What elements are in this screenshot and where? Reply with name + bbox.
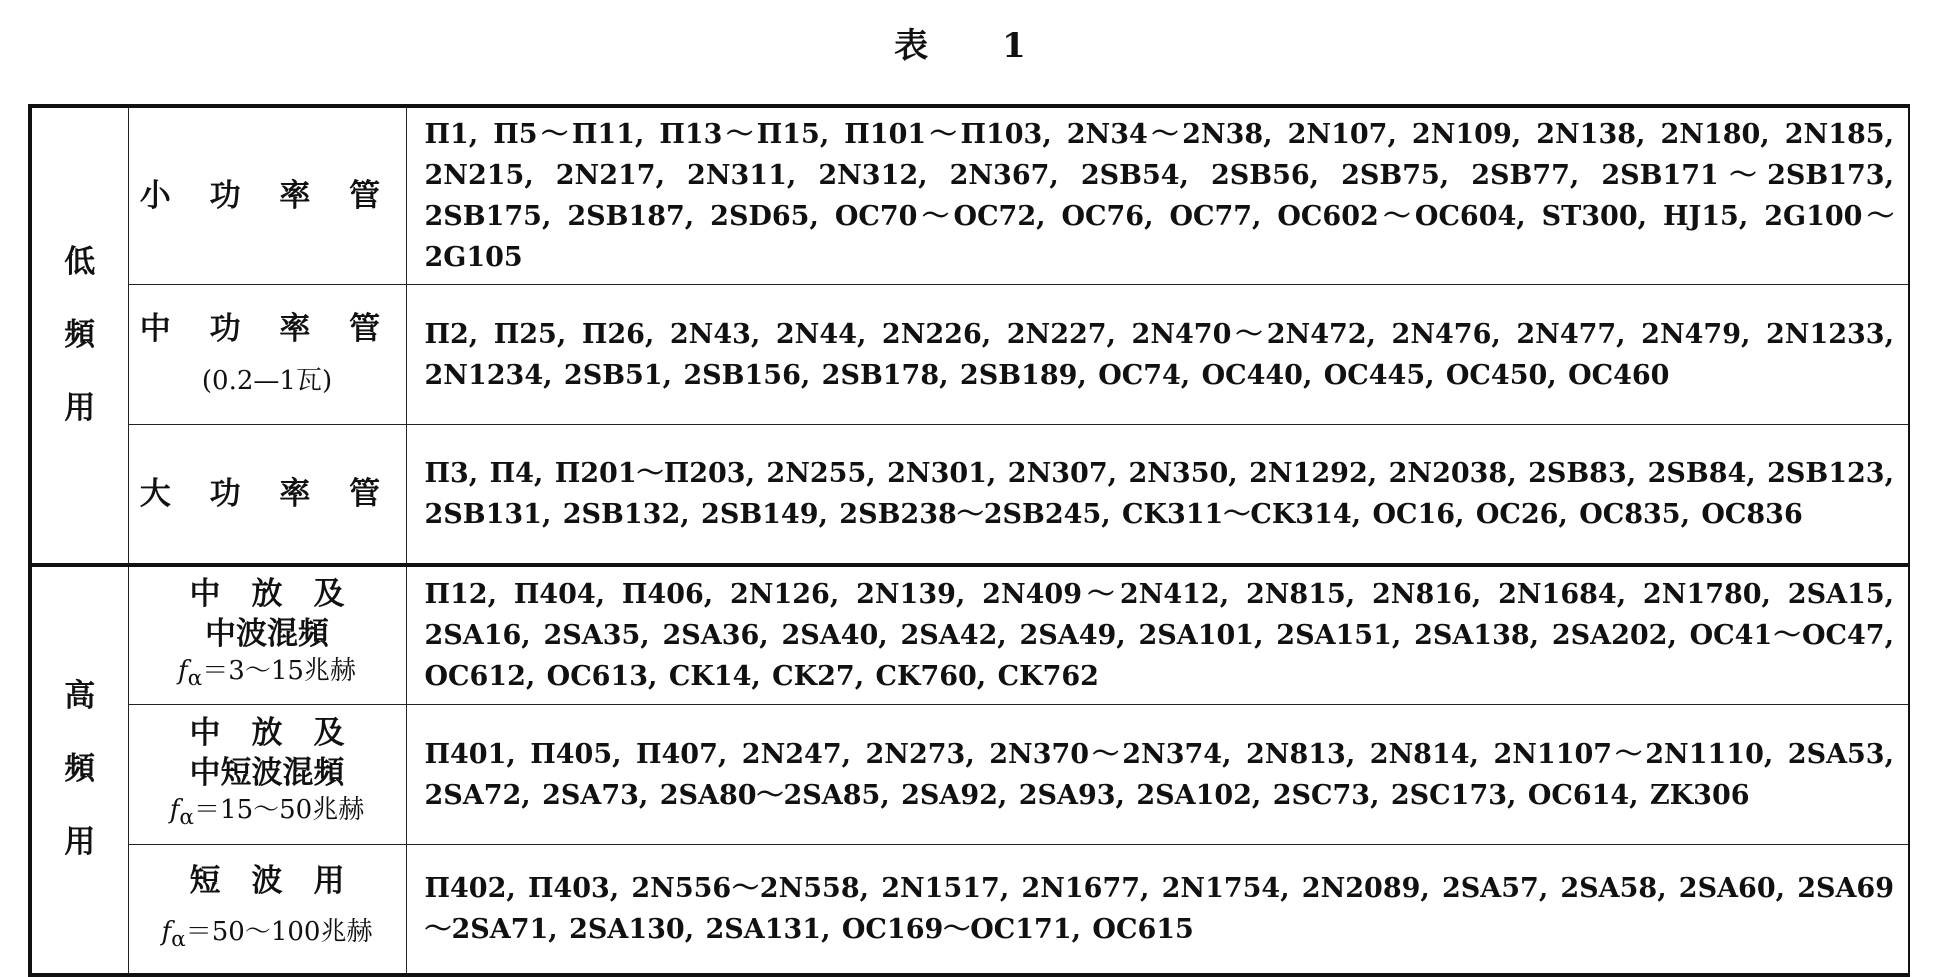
table-row (30, 565, 1909, 705)
transistor-classification-table (28, 104, 1910, 977)
category-label: 大 功 率 管 (139, 475, 395, 512)
category-label: 中 放 及 (189, 576, 345, 613)
group-label-high-frequency (30, 565, 128, 975)
model-list: П402, П403, 2N556～2N558, 2N1517, 2N1677, 2N1754, 2N2089, 2SA57, 2SA58, 2SA60, 2SA69～2SA71, 2SA130, 2SA131, OC169～OC171, OC615 (406, 845, 1909, 975)
category-label: 小 功 率 管 (139, 178, 395, 214)
table-row (30, 705, 1909, 845)
group-char: 低 (64, 244, 96, 281)
group-char: 頻 (64, 316, 96, 353)
category-high-power (128, 425, 406, 565)
group-char: 高 (64, 678, 96, 715)
model-list: П1, П5～П11, П13～П15, П101～П103, 2N34～2N38, 2N107, 2N109, 2N138, 2N180, 2N185, 2N215, 2N217, 2N311, 2N312, 2N367, 2SB54, 2SB56, 2SB75, 2SB77, 2SB171～2SB173, 2SB175, 2SB187, 2SD65, OC70～OC72, OC76, OC77, OC602～OC604, ST300, HJ15, 2G100～2G105 (406, 106, 1909, 285)
group-char: 用 (64, 389, 96, 426)
category-shortwave (128, 845, 406, 975)
category-label: 中短波混頻 (189, 755, 345, 792)
cutoff-frequency: $f_\alpha=3\sim 15$兆赫 (178, 656, 356, 692)
table-row (30, 845, 1909, 975)
cutoff-frequency: $f_\alpha=50\sim 100$兆赫 (161, 916, 373, 952)
category-label: 中波混頻 (205, 616, 329, 653)
category-medium-power (128, 285, 406, 425)
group-char: 頻 (64, 751, 96, 788)
model-list: П401, П405, П407, 2N247, 2N273, 2N370～2N374, 2N813, 2N814, 2N1107～2N1110, 2SA53, 2SA72, 2SA73, 2SA80～2SA85, 2SA92, 2SA93, 2SA102, 2SC73, 2SC173, OC614, ZK306 (406, 705, 1909, 845)
group-label-low-frequency (30, 106, 128, 565)
table-row (30, 106, 1909, 285)
table-row (30, 285, 1909, 425)
table-row (30, 425, 1909, 565)
category-label: 中 功 率 管 (139, 310, 395, 347)
category-label: 短 波 用 (189, 862, 345, 899)
model-list: П2, П25, П26, 2N43, 2N44, 2N226, 2N227, 2N470～2N472, 2N476, 2N477, 2N479, 2N1233, 2N1234, 2SB51, 2SB156, 2SB178, 2SB189, OC74, OC440, OC445, OC450, OC460 (406, 285, 1909, 425)
category-mw-mixer (128, 565, 406, 705)
cutoff-frequency: $f_\alpha=15\sim 50$兆赫 (169, 795, 365, 831)
category-sublabel: (0.2—1瓦) (201, 365, 333, 396)
category-sw-mixer (128, 705, 406, 845)
model-list: П12, П404, П406, 2N126, 2N139, 2N409～2N412, 2N815, 2N816, 2N1684, 2N1780, 2SA15, 2SA16, 2SA35, 2SA36, 2SA40, 2SA42, 2SA49, 2SA101, 2SA151, 2SA138, 2SA202, OC41～OC47, OC612, OC613, CK14, CK27, CK760, CK762 (406, 565, 1909, 705)
category-label: 中 放 及 (189, 715, 345, 752)
model-list: П3, П4, П201～П203, 2N255, 2N301, 2N307, 2N350, 2N1292, 2N2038, 2SB83, 2SB84, 2SB123, 2SB131, 2SB132, 2SB149, 2SB238～2SB245, CK311～CK314, OC16, OC26, OC835, OC836 (406, 425, 1909, 565)
category-small-power (128, 106, 406, 285)
table-caption: 表 1 (894, 26, 1046, 66)
group-char: 用 (64, 823, 96, 860)
